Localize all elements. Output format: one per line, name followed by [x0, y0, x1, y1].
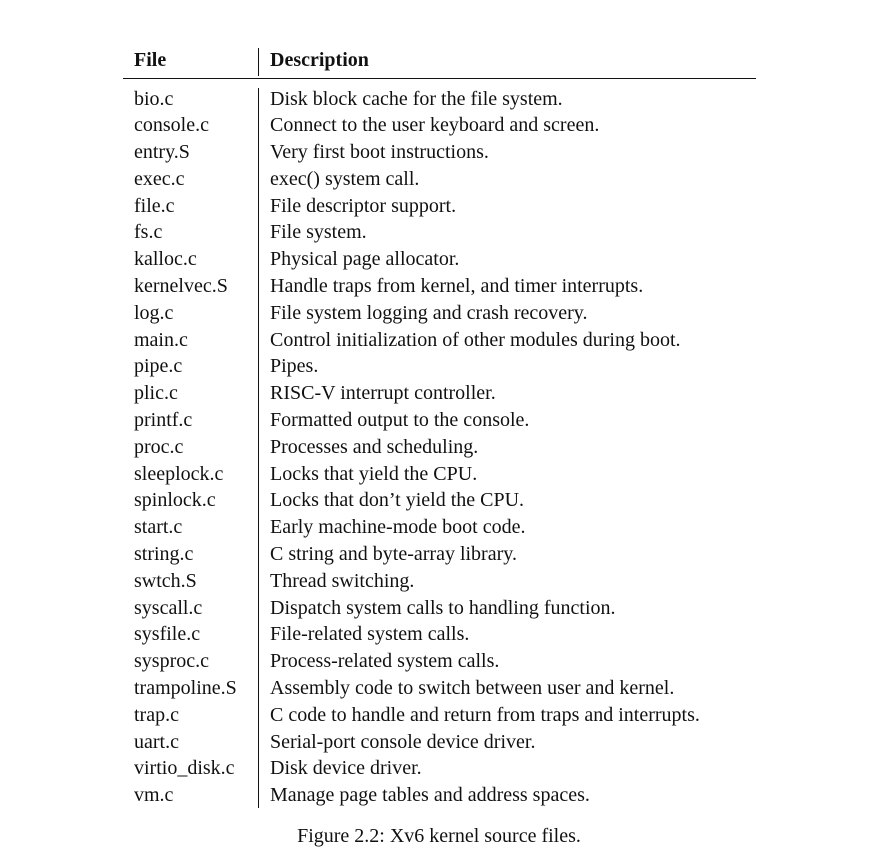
file-name-cell: vm.c: [134, 784, 174, 807]
file-name-cell: pipe.c: [134, 355, 183, 378]
file-name-cell: sysproc.c: [134, 650, 209, 673]
table-row: [123, 139, 756, 166]
table-row: [123, 782, 756, 809]
kernel-files-table: [123, 44, 756, 807]
table-row: [123, 86, 756, 113]
file-name-cell: sysfile.c: [134, 623, 201, 646]
header-description: Description: [270, 49, 369, 71]
file-name-cell: sleeplock.c: [134, 462, 224, 485]
table-row: [123, 541, 756, 568]
file-name-cell: trap.c: [134, 703, 179, 726]
file-description-cell: Handle traps from kernel, and timer interrupts.: [270, 275, 644, 298]
file-description-cell: File system logging and crash recovery.: [270, 301, 588, 324]
figure-caption: Figure 2.2: Xv6 kernel source files.: [297, 825, 581, 847]
file-name-cell: uart.c: [134, 730, 179, 753]
file-name-cell: console.c: [134, 114, 209, 137]
table-body: [123, 86, 756, 810]
table-row: [123, 675, 756, 702]
file-name-cell: proc.c: [134, 435, 184, 458]
file-description-cell: Disk device driver.: [270, 757, 422, 780]
file-name-cell: log.c: [134, 301, 174, 324]
table-row: [123, 621, 756, 648]
file-description-cell: Very first boot instructions.: [270, 141, 489, 164]
file-name-cell: kalloc.c: [134, 248, 197, 271]
file-name-cell: main.c: [134, 328, 188, 351]
table-row: [123, 487, 756, 514]
file-name-cell: trampoline.S: [134, 677, 237, 700]
file-description-cell: exec() system call.: [270, 167, 420, 190]
table-row: [123, 353, 756, 380]
file-description-cell: Locks that don’t yield the CPU.: [270, 489, 525, 512]
header-column-divider: [258, 48, 259, 76]
table-row: [123, 648, 756, 675]
file-description-cell: Formatted output to the console.: [270, 409, 530, 432]
table-row: [123, 434, 756, 461]
file-description-cell: File descriptor support.: [270, 194, 457, 217]
table-row: [123, 380, 756, 407]
table-row: [123, 461, 756, 488]
file-description-cell: C code to handle and return from traps and interrupts.: [270, 703, 700, 726]
file-name-cell: swtch.S: [134, 569, 197, 592]
file-description-cell: Assembly code to switch between user and kernel.: [270, 677, 675, 700]
file-description-cell: Thread switching.: [270, 569, 415, 592]
file-name-cell: kernelvec.S: [134, 275, 228, 298]
file-description-cell: File system.: [270, 221, 367, 244]
header-file: File: [134, 49, 167, 71]
file-name-cell: spinlock.c: [134, 489, 216, 512]
file-name-cell: plic.c: [134, 382, 178, 405]
file-name-cell: fs.c: [134, 221, 163, 244]
table-row: [123, 112, 756, 139]
file-name-cell: exec.c: [134, 167, 185, 190]
file-description-cell: Physical page allocator.: [270, 248, 460, 271]
file-description-cell: Pipes.: [270, 355, 319, 378]
file-description-cell: Locks that yield the CPU.: [270, 462, 478, 485]
table-row: [123, 300, 756, 327]
file-description-cell: Dispatch system calls to handling function.: [270, 596, 616, 619]
table-row: [123, 246, 756, 273]
table-row: [123, 219, 756, 246]
table-row: [123, 327, 756, 354]
file-description-cell: Disk block cache for the file system.: [270, 87, 563, 110]
file-description-cell: C string and byte-array library.: [270, 543, 517, 566]
table-row: [123, 407, 756, 434]
file-description-cell: Control initialization of other modules during boot.: [270, 328, 681, 351]
file-name-cell: bio.c: [134, 87, 174, 110]
table-row: [123, 514, 756, 541]
table-row: [123, 729, 756, 756]
file-name-cell: string.c: [134, 543, 194, 566]
file-description-cell: Processes and scheduling.: [270, 435, 479, 458]
file-description-cell: Connect to the user keyboard and screen.: [270, 114, 600, 137]
table-row: [123, 166, 756, 193]
table-row: [123, 755, 756, 782]
file-description-cell: RISC-V interrupt controller.: [270, 382, 496, 405]
file-description-cell: Early machine-mode boot code.: [270, 516, 526, 539]
table-row: [123, 568, 756, 595]
file-description-cell: Manage page tables and address spaces.: [270, 784, 590, 807]
file-name-cell: file.c: [134, 194, 175, 217]
file-name-cell: virtio_disk.c: [134, 757, 235, 780]
file-description-cell: File-related system calls.: [270, 623, 470, 646]
file-description-cell: Process-related system calls.: [270, 650, 500, 673]
file-description-cell: Serial-port console device driver.: [270, 730, 536, 753]
table-row: [123, 273, 756, 300]
file-name-cell: entry.S: [134, 141, 190, 164]
file-name-cell: printf.c: [134, 409, 193, 432]
table-header-row: [123, 44, 756, 79]
file-name-cell: syscall.c: [134, 596, 203, 619]
table-row: [123, 193, 756, 220]
table-row: [123, 702, 756, 729]
table-row: [123, 595, 756, 622]
file-name-cell: start.c: [134, 516, 183, 539]
